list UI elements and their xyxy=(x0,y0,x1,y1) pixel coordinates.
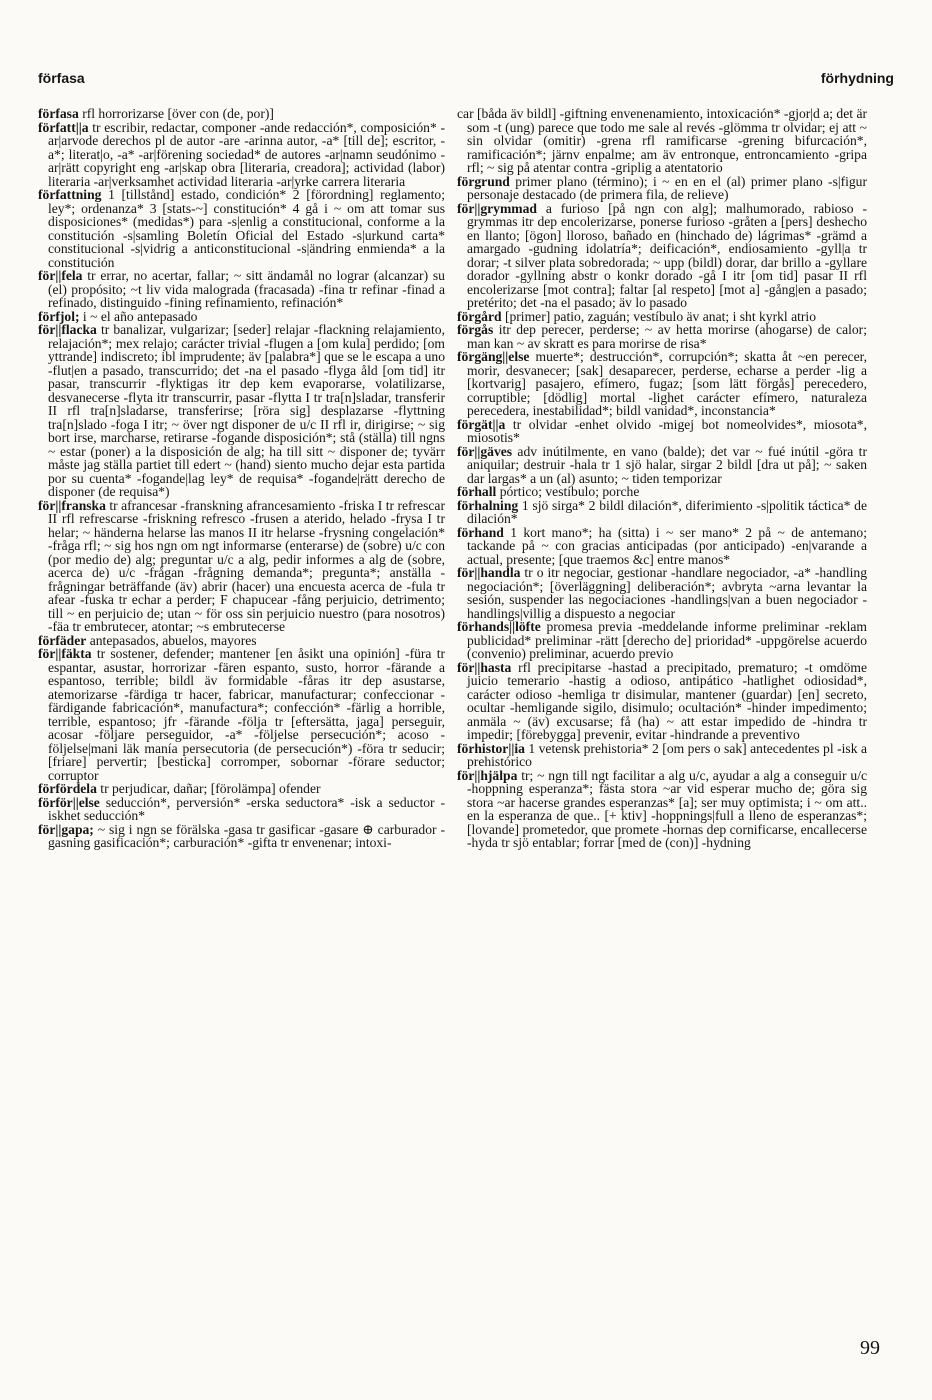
right-column xyxy=(457,107,867,1342)
dictionary-entry xyxy=(457,566,867,620)
entry-headword: förhalning xyxy=(457,497,519,513)
entry-definition: tr sostener, defender; mantener [en åsikt una opinión] -füra tr espantar, asustar, horrorizar -fären espanto, susto, horror -färande a espantoso, terrible; bildl äv formidable -fåras itr dep asustarse, atemorizarse -färdiga tr hacer, fabricar, manufacturar; confeccionar -färdigande fabricación*, manufactura*; confección* -färlig a horrible, terrible, espantoso; jfr -färande -följa tr [eftersätta, jaga] perseguir, acosar -följare perseguidor, -a* -följelse persecución*; acoso -följelse|mani läk manía persecutoria (de persecución*) -föra tr seducir; [friare] pervertir; [besticka] corromper, sobornar -förare seductor; corruptor xyxy=(48,646,445,783)
entry-headword: för||handla xyxy=(457,565,521,580)
entry-definition: seducción*, perversión* -erska seductora* -isk a seductor -iskhet seducción* xyxy=(48,794,445,823)
dictionary-entry xyxy=(457,485,867,499)
entry-definition: primer plano (término); i ~ en en el (al) primer plano -s|figur personaje destacado (de primera fila, de relieve) xyxy=(467,173,867,202)
dictionary-entry xyxy=(457,418,867,445)
entry-definition: i ~ el año antepasado xyxy=(82,308,198,324)
entry-headword: för||fela xyxy=(38,268,83,283)
dictionary-entry xyxy=(457,620,867,661)
entry-headword: förgås xyxy=(457,322,494,337)
entry-definition: adv inútilmente, en vano (balde); det var ~ fué inútil -göra tr aniquilar; destruir -hala tr 1 sjö halar, sirgar 2 bildl [dra ut på]; ~ saken dar largas* a un (al) asunto; ~ tiden temporizar xyxy=(467,443,867,486)
entry-headword: för||grymmad xyxy=(457,200,537,216)
dictionary-entry xyxy=(38,782,445,796)
entry-definition: itr dep perecer, perderse; ~ av hetta morirse (ahogarse) de calor; man kan ~ av skratt es para morirse de risa* xyxy=(467,322,867,351)
entry-definition: [primer] patio, zaguán; vestíbulo äv anat; i sht kyrkl atrio xyxy=(504,308,817,324)
dictionary-entry xyxy=(457,445,867,486)
dictionary-entry xyxy=(457,107,867,175)
entry-headword: förhands||löfte xyxy=(457,619,541,634)
dictionary-entry xyxy=(38,499,445,634)
entry-headword: för||hasta xyxy=(457,659,512,675)
dictionary-entry xyxy=(38,188,445,269)
entry-definition: a furioso [på ngn con alg]; malhumorado, rabioso -grymmas itr dep encolerizarse, ponerse furioso -gråten a [pers] deshecho en llanto; [ögon] lloroso, bañado en (hinchado de) lágrimas* -grämd a amargado -gudning idolatría*; deificación*, endiosamiento -gyll|a tr dorar; -t silver plata sobredorada; ~ upp (bildl) dorar, dar brillo a -gyllare dorador -gyllning abstr o konkr dorado -gå I itr [om tid] pasar II rfl encolerizarse [mot contra]; faltar [al respeto] [mot a] -gång|en a pasado; pretérito; det -na el pasado; äv lo pasado xyxy=(467,200,867,310)
dictionary-entry xyxy=(38,634,445,648)
left-guide-word: förfasa xyxy=(38,70,85,86)
entry-definition: 1 vetensk prehistoria* 2 [om pers o sak] antecedentes pl -isk a prehistórico xyxy=(467,740,867,769)
entry-definition: tr banalizar, vulgarizar; [seder] relajar -flackning relajamiento, relajación*; mex relajo; carácter trivial -flugen a [om kula] perdido; [om yttrande] indiscreto; ibl imprudente; äv [palabra*] que se le escapa a uno -flut|en a pasado, transcurrido; det -na el pasado -flyga åld [om tid] itr pasar, transcurrir -flyktigas itr dep kem evaporarse, volatilizarse, desvanecerse -flyta itr transcurrir, pasar -flytta I tr tra[n]sladar, transferir II rfl tra[n]sladarse, transferirse; [röra sig] desplazarse -flyttning tra[n]slado -foga I itr; ~ över ngt disponer de u/c II rfl ir, dirigirse; ~ sig bort irse, marcharse, retirarse -fogande disposición*; stå (ställa) till ngns ~ estar (poner) a la disposición de alg; ha till sitt ~ disponer de; tyvärr måste jag ställa partiet till edert ~ (hand) siento mucho dejar esta partida por su cuenta* -fogande|lag ley* de requisa* -fogande|rätt derecho de disponer (de requisa*) xyxy=(48,322,445,499)
entry-headword: för||franska xyxy=(38,497,106,513)
entry-definition: tr escribir, redactar, componer -ande redacción*, composición* -ar|arvode derechos pl de autor -are -arinna autor, -a* [till de]; escritor, -a*; literat|o, -a* -ar|förening sociedad* de autores -ar|namn seudónimo -ar|rätt copyright eng -ar|skap obra [literaria, creadora]; actividad (labor) literaria -ar|verksamhet actividad literaria -ar|yrke carrera literaria xyxy=(48,119,445,189)
dictionary-entry xyxy=(457,769,867,850)
entry-definition: car [båda äv bildl] -giftning envenenamiento, intoxicación* -gjor|d a; det är som -t (ung) parece que todo me sale al revés -glömma tr olvidar; ej att ~ sin olvidar (omitir) -grena rfl ramificarse -grening bifurcación*, ramificación*; järnv enpalme; am äv entronque, entroncamiento -gripa rfl; ~ sig på atentar contra -griplig a atentatorio xyxy=(457,107,867,175)
entry-headword: för||fäkta xyxy=(38,646,92,661)
dictionary-entry xyxy=(38,323,445,499)
entry-definition: tr; ~ ngn till ngt facilitar a alg u/c, ayudar a alg a conseguir u/c -hoppning esperanza*; fästa stora ~ar vid esperar mucho de; göra sig stora ~ar hacerse grandes esperanzas* [a]; ser muy optimista; i ~ om att.. en la esperanza de que.. [+ ktiv] -hoppnings|full a lleno de esperanzas*; [lovande] prometedor, que promete -hornas dep cornificarse, encallecerse -hyda tr sjö entablar; forrar [med de (con)] -hydning xyxy=(467,767,867,850)
dictionary-entry xyxy=(457,499,867,526)
dictionary-entry xyxy=(457,202,867,310)
dictionary-entry xyxy=(38,823,445,850)
entry-definition: pórtico; vestíbulo; porche xyxy=(499,484,640,499)
entry-definition: tr perjudicar, dañar; [förolämpa] ofender xyxy=(100,781,321,796)
right-guide-word: förhydning xyxy=(820,70,894,86)
entry-definition: 1 kort mano*; ha (sitta) i ~ ser mano* 2 på ~ de antemano; tackande på ~ con gracias anticipadas (por anticipado) -en|varande a actual, presente; [que traemos &c] entre manos* xyxy=(467,524,867,567)
dictionary-entry xyxy=(38,310,445,324)
entry-definition: muerte*; destrucción*, corrupción*; skatta åt ~en perecer, morir, desvanecer; [sak] desaparecer, perderse, echarse a perder -lig a [kortvarig] pasajero, efímero, fugaz; [som lätt förgås] perecedero, corruptible; [dödlig] mortal -lighet carácter efímero, naturaleza perecedera, inestabilidad*; bildl vanidad*, inconstancia* xyxy=(467,349,867,418)
entry-definition: tr afrancesar -franskning afrancesamiento -friska I tr refrescar II rfl refrescarse -friskning refresco -frusen a aterido, helado -frysa I tr helar; ~ händerna helarse las manos II itr helarse -frysning congelación* -fråga rfl; ~ sig hos ngn om ngt informarse (enterarse) de (sobre) u/c con (por medio de) alg; preguntar u/c a alg, pedir informes a alg de (sobre, acerca de) u/c -frågan -frågning demanda*; pregunta*; anställa -frågningar beträffande (äv) abrir (hacer) una encuesta acerca de -fula tr afear -fuska tr echar a perder; F chapucear -fång perjuicio, detrimento; till ~ en perjuicio de; utan ~ för oss sin perjuicio nuestro (para nosotros) -fäa tr embrutecer, atontar; ~s embrutecerse xyxy=(48,497,445,634)
entry-headword: förgrund xyxy=(457,173,510,189)
entry-headword: förfjol; xyxy=(38,308,80,324)
entry-headword: förfördela xyxy=(38,781,97,796)
dictionary-entry xyxy=(38,269,445,310)
entry-definition: antepasados, abuelos, mayores xyxy=(89,632,257,648)
entry-definition: tr olvidar -enhet olvido -migej bot nomeolvides*, miosota*, miosotis* xyxy=(467,416,867,445)
dictionary-entry xyxy=(457,323,867,350)
entry-definition: rfl precipitarse -hastad a precipitado, prematuro; -t omdöme juicio temerario -hastig a odioso, antipático -hatlighet odiosidad*, carácter odioso -hemliga tr disimular, mantener (guardar) [en] secreto, ocultar -hemligande sigilo, disimulo; ocultación* -hinder impedimento; anmäla ~ (äv) excusarse; få (ha) ~ att estar impedido de -hindra tr impedir; [förebygga] prevenir, evitar -hindrande a preventivo xyxy=(467,659,867,742)
entry-definition: 1 [tillstånd] estado, condición* 2 [förordning] reglamento; ley*; ordenanza* 3 [stats-~] constitución* 4 gå i ~ om att tomar sus disposiciones* (medidas*) para -s|enlig a constitucional, conforme a la constitución -s|samling Boletín Oficial del Estado -s|urkund carta* constitucional -s|vidrig a anticonstitucional -s|ändring enmienda* a la constitución xyxy=(48,187,445,270)
dictionary-entry xyxy=(38,121,445,189)
dictionary-entry xyxy=(38,107,445,121)
page-number: 99 xyxy=(860,1337,880,1359)
entry-headword: förgård xyxy=(457,308,502,324)
dictionary-entry xyxy=(457,742,867,769)
entry-definition: promesa previa -meddelande informe preliminar -reklam publicidad* preliminar -rätt [derecho de] prioridad* -uppgörelse acuerdo (convenio) preliminar, acuerdo previo xyxy=(467,619,867,661)
entry-definition: ~ sig i ngn se förälska -gasa tr gasificar -gasare ⊕ carburador -gasning gasificación*; carburación* -gifta tr envenenar; intoxi- xyxy=(48,821,445,850)
entry-headword: för||flacka xyxy=(38,322,97,337)
left-column xyxy=(38,107,445,1342)
entry-headword: för||gäves xyxy=(457,443,513,459)
entry-definition: rfl horrorizarse [över con (de, por)] xyxy=(82,107,274,121)
dictionary-entry xyxy=(457,526,867,567)
entry-headword: förhand xyxy=(457,524,504,540)
dictionary-entry xyxy=(38,647,445,782)
entry-headword: förfasa xyxy=(38,107,79,121)
dictionary-entry xyxy=(457,661,867,742)
dictionary-entry xyxy=(457,350,867,418)
entry-headword: för||hjälpa xyxy=(457,767,518,783)
dictionary-entry xyxy=(457,310,867,324)
entry-headword: för||gapa; xyxy=(38,821,94,837)
dictionary-entry xyxy=(457,175,867,202)
entry-headword: förhall xyxy=(457,484,497,499)
entry-headword: förgät||a xyxy=(457,416,506,432)
entry-headword: förfäder xyxy=(38,632,87,648)
entry-definition: tr o itr negociar, gestionar -handlare negociador, -a* -handling negociación*; [överläggning] deliberación*; avbryta ~arna levantar la sesión, suspender las negociaciones -handlings|van a buen negociador -handlings|villig a dispuesto a negociar xyxy=(467,565,867,621)
entry-headword: författ||a xyxy=(38,119,89,135)
dictionary-entry xyxy=(38,796,445,823)
entry-headword: förgäng||else xyxy=(457,349,530,364)
entry-definition: tr errar, no acertar, fallar; ~ sitt ändamål no lograr (alcanzar) su (el) propósito; ~t liv vida malograda (fracasada) -fina tr refinar -finad a refinado, distinguido -fining refinamiento, refinación* xyxy=(48,268,445,310)
entry-headword: författning xyxy=(38,187,102,202)
entry-headword: förhistor||ia xyxy=(457,740,525,756)
entry-headword: förför||else xyxy=(38,794,100,810)
entry-definition: 1 sjö sirga* 2 bildl dilación*, diferimiento -s|politik táctica* de dilación* xyxy=(467,497,867,526)
